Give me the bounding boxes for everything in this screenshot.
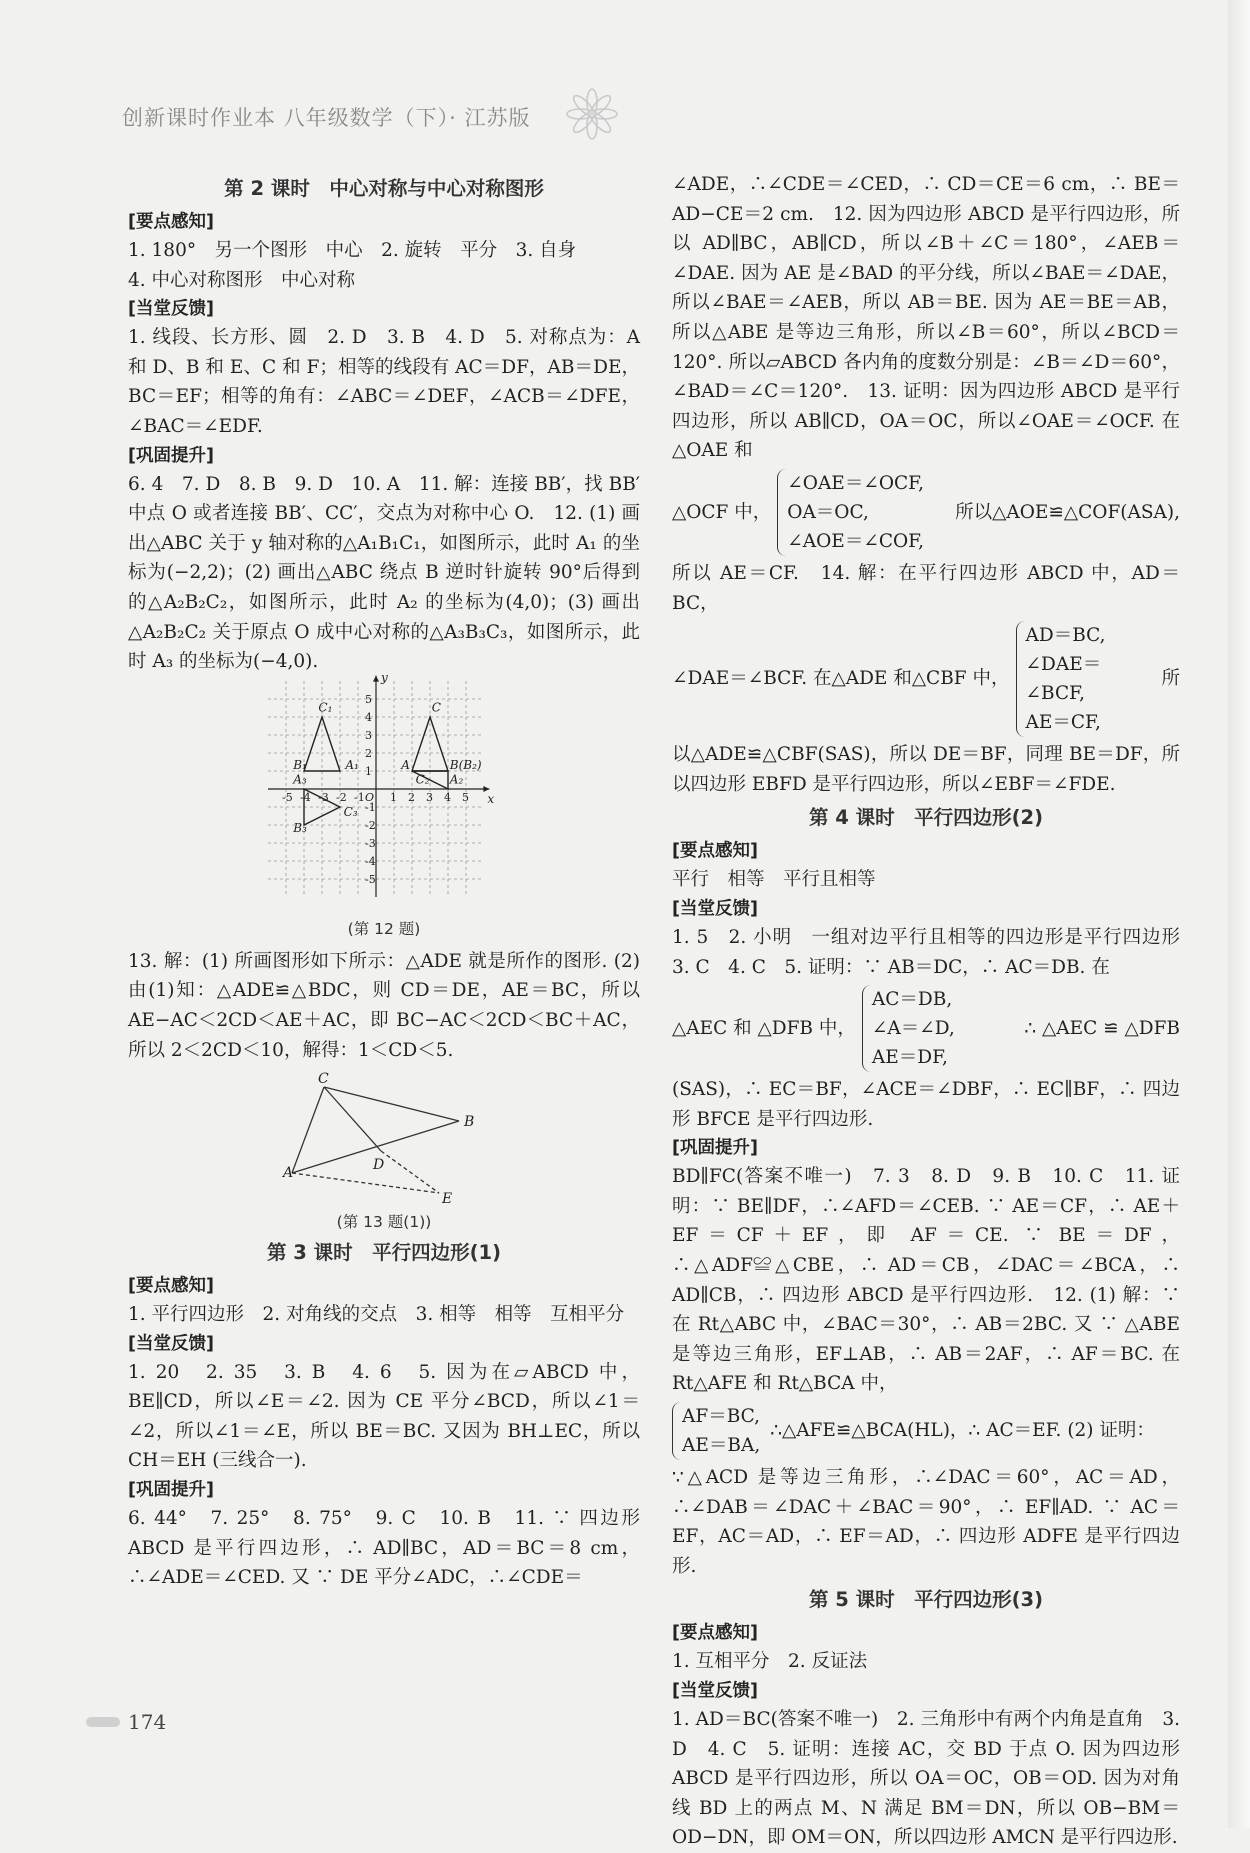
condition: AF＝BC,: [682, 1406, 761, 1428]
figure-12-coordinate-grid: [264, 670, 504, 913]
lesson5-class-feedback: 1. AD＝BC(答案不唯一) 2. 三角形中有两个内角是直角 3. D 4. C 5. 证明：连接 AC，交 BD 于点 O. 因为四边形 ABCD 是平行四边形，所以 OA＝OC，OB＝OD. 因为对角线 BD 上的两点 M、N 满足 BM＝DN，所以 OB−BM＝OD−DN，即 OM＝ON，所以四边形 AMCN 是平行四边形.: [672, 1709, 1180, 1849]
y-tick-label: -4: [365, 854, 376, 868]
brace-group-q13: [672, 469, 1180, 556]
point-label: C₁: [318, 700, 333, 715]
lesson3-continued: ∠ADE，∴∠CDE＝∠CED，∴ CD＝CE＝6 cm，∴ BE＝AD−CE＝2 cm. 12. 因为四边形 ABCD 是平行四边形，所以 AD∥BC，AB∥CD，所以∠B＋∠C＝180°，∠AEB＝∠DAE. 因为 AE 是∠BAD 的平分线，所以∠BAE＝∠DAE，所以∠BAE＝∠AEB，所以 AB＝BE. 因为 AE＝BE＝AB，所以△ABE 是等边三角形，所以∠B＝60°，所以∠BCD＝120°. 所以▱ABCD 各内角的度数分别是：∠B＝∠D＝60°，∠BAD＝∠C＝120°. 13. 证明：因为四边形 ABCD 是平行四边形，所以 AB∥CD，OA＝OC，所以∠OAE＝∠OCF. 在△OAE 和: [672, 174, 1180, 462]
lesson3-class-feedback: 1. 20 2. 35 3. B 4. 6 5. 因为在▱ABCD 中，BE∥CD，所以∠E＝∠2. 因为 CE 平分∠BCD，所以∠1＝∠2，所以∠1＝∠E，所以 BE＝BC. 又因为 BH⊥EC，所以 CH＝EH (三线合一).: [128, 1361, 640, 1472]
right-column: [672, 170, 1199, 1853]
lesson3-consolidation: 6. 44° 7. 25° 8. 75° 9. C 10. B 11. ∵ 四边形 ABCD 是平行四边形，∴ AD∥BC，AD＝BC＝8 cm，∴∠ADE＝∠CED. 又 ∵ DE 平分∠ADC，∴∠CDE＝: [128, 1508, 640, 1589]
tag-key-points: [要点感知]: [128, 212, 214, 232]
x-tick-label: 5: [462, 790, 469, 804]
y-tick-label: 3: [365, 728, 372, 742]
y-axis-label: y: [381, 670, 388, 685]
x-tick-label: -1: [354, 790, 365, 804]
y-tick-label: 2: [365, 746, 372, 760]
y-tick-label: -3: [365, 836, 376, 850]
label-b: B: [464, 1114, 475, 1131]
point-label: C: [431, 700, 441, 715]
y-tick-label: -2: [365, 818, 376, 832]
label-c: C: [318, 1071, 329, 1088]
condition: AD＝BC,: [1025, 625, 1106, 647]
brace-conditions: [1016, 621, 1152, 737]
tag-key-points: [要点感知]: [672, 1623, 758, 1644]
y-tick-label: 5: [365, 692, 372, 706]
tag-consolidation: [巩固提升]: [128, 445, 214, 466]
condition: ∠OAE＝∠OCF,: [787, 472, 924, 494]
x-tick-label: 2: [408, 790, 415, 804]
x-tick-label: -3: [318, 790, 329, 804]
section-title-lesson-5: 第 5 课时 平行四边形(3): [808, 1588, 1044, 1612]
lesson2-key-points-1: 1. 180° 另一个图形 中心 2. 旋转 平分 3. 自身: [128, 240, 577, 261]
figure-13-diagram: [284, 1071, 484, 1206]
point-label: B₃: [293, 820, 307, 835]
tag-key-points: [要点感知]: [672, 841, 758, 862]
tag-key-points: [要点感知]: [128, 1276, 214, 1297]
segment-ae: [292, 1173, 439, 1193]
brace-group-l4q5: [672, 985, 1180, 1072]
label-a: A: [283, 1165, 294, 1182]
lesson4-class-feedback: 1. 5 2. 小明 一组对边平行且相等的四边形是平行四边形 3. C 4. C 5. 证明：∵ AB＝DC，∴ AC＝DB. 在: [672, 926, 1199, 978]
brace-right-text: ∴△AFE≌△BCA(HL)，∴ AC＝EF. (2) 证明：: [770, 1420, 1155, 1442]
page-edge: [1228, 0, 1250, 1828]
condition: AE＝DF,: [871, 1047, 948, 1069]
point-label: C₂: [415, 772, 430, 787]
brace-group-q14: [672, 621, 1180, 737]
figure-13-caption: (第 13 题(1)): [336, 1213, 432, 1232]
y-tick-label: 4: [365, 710, 372, 724]
section-title-lesson-4: 第 4 课时 平行四边形(2): [808, 806, 1044, 830]
x-tick-label: 1: [390, 790, 397, 804]
x-tick-label: 4: [444, 790, 451, 804]
x-tick-label: 3: [426, 790, 433, 804]
y-tick-label: 1: [365, 764, 372, 778]
x-tick-label: -4: [300, 790, 311, 804]
tag-consolidation: [巩固提升]: [672, 1138, 758, 1159]
section-title-lesson-2: 第 2 课时 中心对称与中心对称图形: [224, 177, 544, 200]
brace-left-text: △OCF 中，: [672, 501, 772, 523]
brace-conditions: [862, 985, 955, 1072]
tag-class-feedback: [当堂反馈]: [128, 1333, 214, 1354]
condition: AE＝BA,: [682, 1435, 761, 1457]
point-label: A₁: [345, 757, 359, 772]
condition: ∠A＝∠D,: [871, 1018, 955, 1040]
lesson3-key-points: 1. 平行四边形 2. 对角线的交点 3. 相等 相等 互相平分: [128, 1304, 625, 1326]
figure-13: [284, 1071, 484, 1206]
condition: AC＝DB,: [871, 989, 953, 1011]
brace-conditions: [672, 1402, 760, 1460]
brace-group-l4q12: [672, 1402, 1180, 1460]
q14-conclusion: 以△ADE≌△CBF(SAS)，所以 DE＝BF，同理 BE＝DF，所以四边形 EBFD 是平行四边形，所以∠EBF＝∠FDE.: [672, 744, 1180, 795]
running-header: 创新课时作业本 八年级数学（下）· 江苏版: [122, 106, 531, 130]
lesson4-consolidation: BD∥FC(答案不唯一) 7. 3 8. D 9. B 10. C 11. 证明：∵ BE∥DF，∴∠AFD＝∠CEB. ∵ AE＝CF，∴ AE＋EF＝CF＋EF，即 AF＝CE. ∵ BE＝DF，∴△ADF≌△CBE，∴ AD＝CB，∠DAC＝∠BCA，∴ AD∥CB，∴ 四边形 ABCD 是平行四边形. 12. (1) 解：∵ 在 Rt△ABC 中，∠BAC＝30°，∴ AB＝2BC. 又 ∵ △ABE 是等边三角形，EF⊥AB，∴ AB＝2AF，∴ AF＝BC. 在 Rt△AFE 和 Rt△BCA 中，: [672, 1166, 1180, 1395]
segment-ca: [292, 1087, 324, 1173]
tag-class-feedback: [当堂反馈]: [672, 1681, 758, 1701]
point-label: C₃: [343, 804, 358, 819]
lesson5-key-points: 1. 互相平分 2. 反证法: [672, 1651, 868, 1673]
tag-class-feedback: [当堂反馈]: [672, 898, 758, 919]
lesson2-key-points-2: 4. 中心对称图形 中心对称: [128, 269, 356, 291]
condition: AE＝CF,: [1025, 712, 1101, 734]
x-axis-label: x: [487, 791, 495, 806]
lesson4-consolidation-cont: ∵△ACD 是等边三角形，∴∠DAC＝60°，AC＝AD，∴∠DAB＝∠DAC＋∠BAC＝90°，∴ EF∥AD. ∵ AC＝EF，AC＝AD，∴ EF＝AD，∴ 四边形 ADFE 是平行四边形.: [672, 1467, 1180, 1577]
condition: OA＝OC,: [787, 501, 869, 523]
origin-label: O: [365, 790, 375, 804]
y-tick-label: -5: [365, 872, 376, 886]
section-title-lesson-3: 第 3 课时 平行四边形(1): [266, 1241, 502, 1265]
x-tick-label: -2: [336, 790, 347, 804]
brace-left-text: △AEC 和 △DFB 中，: [672, 1017, 856, 1039]
lesson2-class-feedback: 1. 线段、长方形、圆 2. D 3. B 4. D 5. 对称点为：A 和 D、B 和 E、C 和 F；相等的线段有 AC＝DF，AB＝DE，BC＝EF；相等的角有：∠ABC＝∠DEF，∠ACB＝∠DFE，∠BAC＝∠EDF.: [128, 327, 640, 437]
point-label: B(B₂): [449, 757, 482, 772]
lesson4-key-points: 平行 相等 平行且相等: [672, 869, 876, 891]
left-column: [128, 170, 640, 1593]
page-number-bar: [86, 1717, 120, 1727]
lesson2-question-13: 13. 解：(1) 所画图形如下所示：△ADE 就是所作的图形. (2) 由(1)知：△ADE≌△BDC，则 CD＝DE，AE＝BC，所以 AE−AC＜2CD＜AE＋AC，即 BC−AC＜2CD＜BC＋AC，所以 2＜2CD＜10，解得：1＜CD＜5.: [128, 950, 640, 1061]
figure-12: [264, 670, 504, 913]
brace-left-text: ∠DAE＝∠BCF. 在△ADE 和△CBF 中，: [672, 668, 1010, 690]
brace-right-text: ∴ △AEC ≌ △DFB: [1024, 1017, 1180, 1039]
flower-icon: [562, 86, 622, 146]
brace-right-text: 所: [1161, 668, 1180, 690]
lesson2-consolidation: 6. 4 7. D 8. B 9. D 10. A 11. 解：连接 BB′，找 BB′ 中点 O 或者连接 BB′、CC′，交点为对称中心 O. 12. (1) 画出△ABC 关于 y 轴对称的△A₁B₁C₁，如图所示，此时 A₁ 的坐标为(−2,2)；(2) 画出△ABC 绕点 B 逆时针旋转 90°后得到的△A₂B₂C₂，如图所示，此时 A₂ 的坐标为(4,0)；(3) 画出△A₂B₂C₂ 关于原点 O 成中心对称的△A₃B₃C₃，如图所示，此时 A₃ 的坐标为(−4,0).: [128, 473, 640, 673]
tag-class-feedback: [当堂反馈]: [128, 299, 214, 320]
brace-conditions: [777, 469, 924, 556]
page-number: 174: [128, 1710, 167, 1734]
label-d: D: [373, 1157, 385, 1174]
point-label: A: [401, 757, 410, 772]
brace-right-text: 所以△AOE≌△COF(ASA),: [955, 501, 1180, 523]
figure-12-caption: (第 12 题): [347, 919, 421, 938]
condition: ∠AOE＝∠COF,: [787, 530, 924, 552]
segment-cd: [324, 1087, 381, 1151]
tag-consolidation: [巩固提升]: [128, 1480, 214, 1501]
point-label: A₂: [449, 772, 464, 787]
segment-cb: [324, 1087, 459, 1121]
y-tick-label: -1: [365, 800, 376, 814]
point-label: B₁: [293, 757, 307, 772]
label-e: E: [442, 1191, 453, 1208]
q14-intro: 所以 AE＝CF. 14. 解：在平行四边形 ABCD 中，AD＝BC，: [672, 562, 1180, 614]
point-label: A₃: [293, 772, 307, 787]
lesson4-class-feedback-cont: (SAS)，∴ EC＝BF，∠ACE＝∠DBF，∴ EC∥BF，∴ 四边形 BFCE 是平行四边形.: [672, 1079, 1180, 1130]
x-tick-label: -5: [282, 790, 293, 804]
condition: ∠DAE＝∠BCF,: [1025, 654, 1102, 705]
